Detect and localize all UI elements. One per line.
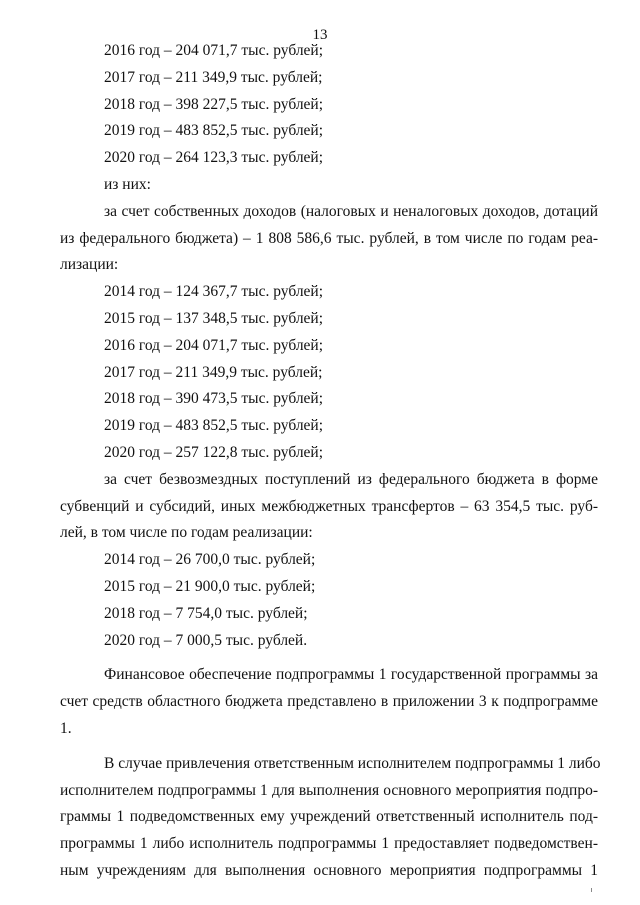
paragraph-line: за счет безвозмездных поступлений из федерального бюджета в форме	[104, 470, 598, 488]
year-line: 2018 год – 390 473,5 тыс. рублей;	[104, 390, 324, 408]
paragraph-line: граммы 1 подведомственных ему учреждений ответственный исполнитель под-	[60, 808, 598, 826]
year-line: 2015 год – 137 348,5 тыс. рублей;	[104, 309, 324, 327]
paragraph-line: из федерального бюджета) – 1 808 586,6 тыс. рублей, в том числе по годам реа-	[60, 229, 598, 247]
year-line: 2020 год – 264 123,3 тыс. рублей;	[104, 149, 324, 167]
top-years-list	[60, 38, 598, 172]
own-income-paragraph	[60, 199, 598, 279]
paragraph-line: исполнителем подпрограммы 1 для выполнения основного мероприятия подпро-	[60, 781, 598, 799]
financing-paragraph	[60, 662, 598, 742]
year-line: 2020 год – 7 000,5 тыс. рублей.	[104, 631, 308, 649]
year-line: 2016 год – 204 071,7 тыс. рублей;	[104, 336, 324, 354]
page-number: 13	[312, 27, 328, 43]
paragraph-line: 1.	[60, 719, 72, 737]
paragraph-line: В случае привлечения ответственным исполнителем подпрограммы 1 либо	[104, 754, 601, 772]
paragraph-line: лей, в том числе по годам реализации:	[60, 524, 313, 542]
paragraph-line: лизации:	[60, 256, 119, 274]
paragraph-line: счет средств областного бюджета представлено в приложении 3 к подпрограмме	[60, 693, 598, 711]
year-line: 2014 год – 26 700,0 тыс. рублей;	[104, 551, 316, 569]
own-income-years-list	[60, 279, 598, 467]
year-line: 2018 год – 7 754,0 тыс. рублей;	[104, 604, 308, 622]
paragraph-line: за счет собственных доходов (налоговых и неналоговых доходов, дотаций	[104, 202, 598, 220]
year-line: 2014 год – 124 367,7 тыс. рублей;	[104, 283, 324, 301]
paragraph-line: Финансовое обеспечение подпрограммы 1 государственной программы за	[104, 666, 598, 684]
paragraph-line: программы 1 либо исполнитель подпрограммы 1 предоставляет подведомствен-	[60, 835, 598, 853]
year-line: 2019 год – 483 852,5 тыс. рублей;	[104, 417, 324, 435]
document-body	[60, 38, 601, 885]
year-line: 2018 год – 398 227,5 тыс. рублей;	[104, 95, 324, 113]
year-line: 2017 год – 211 349,9 тыс. рублей;	[104, 363, 323, 381]
year-line: 2015 год – 21 900,0 тыс. рублей;	[104, 577, 316, 595]
year-line: 2019 год – 483 852,5 тыс. рублей;	[104, 122, 324, 140]
year-line: 2017 год – 211 349,9 тыс. рублей;	[104, 68, 323, 86]
year-line: 2016 год – 204 071,7 тыс. рублей;	[104, 42, 324, 59]
paragraph-line: ным учреждениям для выполнения основного мероприятия подпрограммы 1	[60, 861, 598, 879]
scan-mark	[591, 888, 592, 892]
case-paragraph	[60, 751, 601, 885]
year-line: 2020 год – 257 122,8 тыс. рублей;	[104, 443, 324, 461]
of-them-label: из них:	[104, 175, 151, 193]
federal-paragraph	[60, 467, 598, 547]
paragraph-line: субвенций и субсидий, иных межбюджетных трансфертов – 63 354,5 тыс. руб-	[60, 497, 598, 515]
federal-years-list	[60, 547, 598, 654]
